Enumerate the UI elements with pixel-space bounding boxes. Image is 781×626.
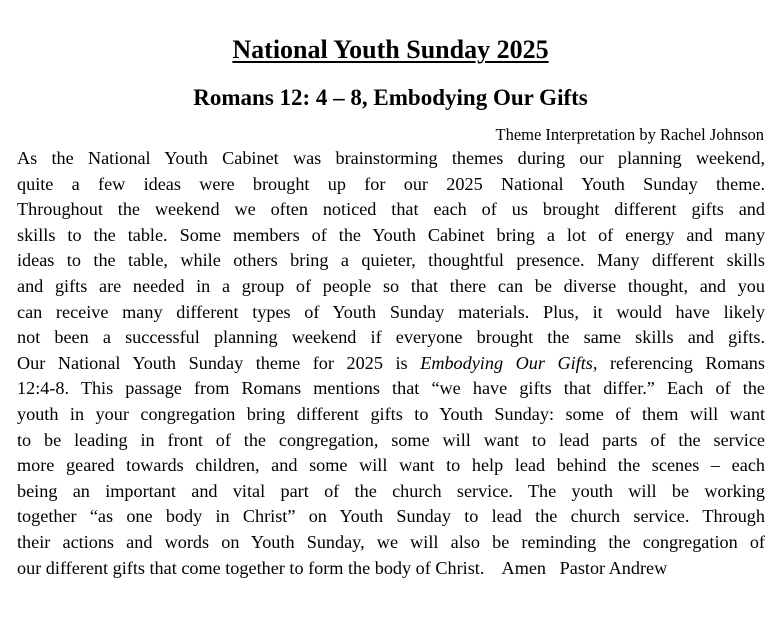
- paragraph-line: can receive many different types of Youth Sunday materials. Plus, it would have likely: [17, 301, 765, 322]
- theme-line-before: Our National Youth Sunday theme for 2025 is: [17, 352, 421, 373]
- paragraph-line: ideas to the table, while others bring a quieter, thoughtful presence. Many different skills: [17, 250, 765, 271]
- byline: Theme Interpretation by Rachel Johnson: [495, 125, 764, 144]
- paragraph-line: As the National Youth Cabinet was brainstorming themes during our planning weekend,: [17, 148, 765, 168]
- theme-line-after: referencing Romans: [597, 352, 765, 373]
- paragraph-line: 12:4-8. This passage from Romans mentions that “we have gifts that differ.” Each of the: [17, 378, 765, 399]
- paragraph-line: their actions and words on Youth Sunday, we will also be reminding the congregation of: [17, 531, 765, 552]
- paragraph-line: to be leading in front of the congregation, some will want to lead parts of the service: [17, 429, 765, 450]
- theme-emphasis: Embodying Our Gifts,: [420, 352, 598, 373]
- paragraph-line: quite a few ideas were brought up for our 2025 National Youth Sunday theme.: [17, 173, 765, 194]
- document-title: National Youth Sunday 2025: [232, 35, 549, 64]
- paragraph-line: together “as one body in Christ” on Youth Sunday to lead the church service. Through: [17, 506, 765, 527]
- closing-line: our different gifts that come together to form the body of Christ. Amen Pastor Andrew: [17, 557, 668, 578]
- paragraph-line: Throughout the weekend we often noticed that each of us brought different gifts and: [17, 199, 765, 220]
- paragraph-line: and gifts are needed in a group of people so that there can be diverse thought, and you: [17, 275, 765, 296]
- paragraph-line: youth in your congregation bring different gifts to Youth Sunday: some of them will want: [17, 403, 765, 424]
- document-subtitle: Romans 12: 4 – 8, Embodying Our Gifts: [193, 85, 588, 110]
- body-paragraph: [17, 146, 765, 581]
- paragraph-line: skills to the table. Some members of the Youth Cabinet bring a lot of energy and many: [17, 224, 765, 245]
- paragraph-line: being an important and vital part of the church service. The youth will be working: [17, 480, 765, 501]
- paragraph-line: not been a successful planning weekend if everyone brought the same skills and gifts.: [17, 327, 765, 348]
- theme-line: [17, 351, 765, 377]
- paragraph-line: more geared towards children, and some will want to help lead behind the scenes – each: [17, 455, 765, 476]
